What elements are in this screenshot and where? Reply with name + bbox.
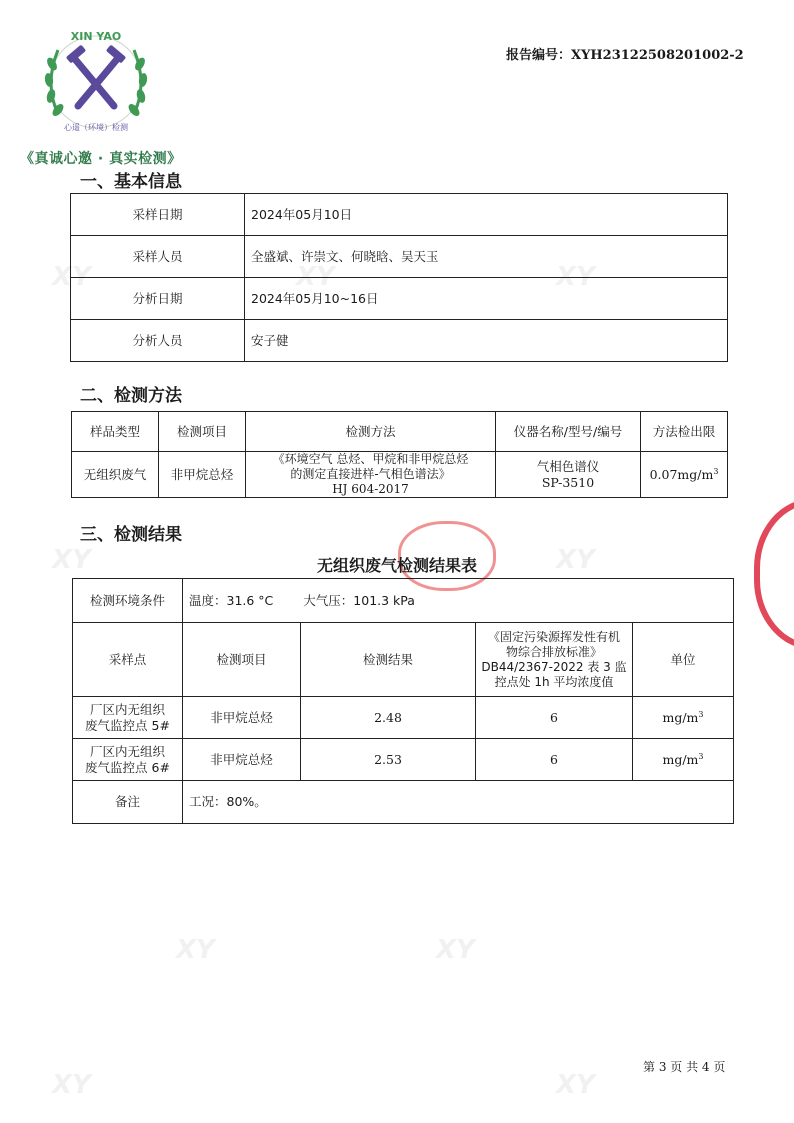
row-label: 采样人员 xyxy=(71,236,245,278)
header-cell: 检测项目 xyxy=(183,623,301,697)
page-number: 第 3 页 共 4 页 xyxy=(643,1060,726,1074)
methods-table xyxy=(71,411,728,498)
test-method xyxy=(246,452,496,498)
instrument xyxy=(496,452,641,498)
sampling-point xyxy=(73,739,183,781)
table-row xyxy=(71,278,728,320)
header-cell: 单位 xyxy=(633,623,734,697)
watermark: XY xyxy=(436,935,475,965)
instrument-model: SP-3510 xyxy=(541,474,595,490)
watermark: XY xyxy=(52,262,91,292)
sample-type: 无组织废气 xyxy=(72,452,159,498)
header-cell: 样品类型 xyxy=(72,412,159,452)
header-cell-standard xyxy=(476,623,633,697)
logo-text-bottom: 心遥（环境）检测 xyxy=(64,123,128,132)
row-label: 分析人员 xyxy=(71,320,245,362)
standard-line: 《固定污染源挥发性有机 xyxy=(487,629,620,644)
table-row xyxy=(71,194,728,236)
unit xyxy=(633,739,734,781)
header-cell: 检测结果 xyxy=(301,623,476,697)
method-line: 的测定直接进样-气相色谱法》 xyxy=(290,467,451,481)
point-line: 厂区内无组织 xyxy=(89,701,165,717)
point-line: 厂区内无组织 xyxy=(89,743,165,759)
unit-exponent: 3 xyxy=(698,751,704,761)
table-row xyxy=(71,236,728,278)
table-row xyxy=(73,697,734,739)
standard-line: DB44/2367-2022 表 3 监 xyxy=(481,659,627,674)
watermark: XY xyxy=(296,262,335,292)
point-line: 废气监控点 5# xyxy=(85,717,170,733)
watermark: XY xyxy=(52,545,91,575)
point-line: 废气监控点 6# xyxy=(85,759,170,775)
results-table-title: 无组织废气检测结果表 xyxy=(316,556,477,575)
section-title-methods: 二、检测方法 xyxy=(80,386,182,406)
unit xyxy=(633,697,734,739)
header-cell: 仪器名称/型号/编号 xyxy=(496,412,641,452)
logo-text-top: XIN YAO xyxy=(70,30,122,43)
header-cell: 采样点 xyxy=(73,623,183,697)
watermark: XY xyxy=(556,1070,595,1100)
limit-value: 0.07mg/m xyxy=(649,466,714,482)
row-value: 全盛斌、许崇文、何晓晗、吴天玉 xyxy=(245,236,728,278)
instrument-name: 气相色谱仪 xyxy=(536,458,600,474)
test-item: 非甲烷总烃 xyxy=(183,697,301,739)
env-temperature: 温度：31.6 °C xyxy=(189,592,274,608)
remark-value: 工况：80%。 xyxy=(183,781,734,824)
standard-limit: 6 xyxy=(476,697,633,739)
row-label: 分析日期 xyxy=(71,278,245,320)
report-number: 报告编号：XYH23122508201002-2 xyxy=(506,48,744,63)
remark-label: 备注 xyxy=(73,781,183,824)
table-row xyxy=(72,452,728,498)
standard-line: 控点处 1h 平均浓度值 xyxy=(494,674,614,689)
watermark: XY xyxy=(52,1070,91,1100)
header-cell: 检测项目 xyxy=(159,412,246,452)
standard-limit: 6 xyxy=(476,739,633,781)
header-cell: 检测方法 xyxy=(246,412,496,452)
table-header-row xyxy=(72,412,728,452)
unit-text: mg/m xyxy=(662,751,699,767)
unit-exponent: 3 xyxy=(698,709,704,719)
row-label: 采样日期 xyxy=(71,194,245,236)
header-cell: 方法检出限 xyxy=(641,412,728,452)
watermark: XY xyxy=(556,262,595,292)
table-header-row xyxy=(73,623,734,697)
method-line: HJ 604-2017 xyxy=(332,482,409,496)
unit-text: mg/m xyxy=(662,709,699,725)
watermark: XY xyxy=(556,545,595,575)
env-label: 检测环境条件 xyxy=(73,579,183,623)
row-value: 2024年05月10~16日 xyxy=(245,278,728,320)
section-title-basic-info: 一、基本信息 xyxy=(80,172,182,192)
row-value: 安子健 xyxy=(245,320,728,362)
company-logo xyxy=(36,24,156,152)
test-item: 非甲烷总烃 xyxy=(183,739,301,781)
test-result: 2.53 xyxy=(301,739,476,781)
basic-info-table xyxy=(70,193,728,362)
results-table xyxy=(72,578,734,824)
env-conditions xyxy=(183,579,734,623)
slogan: 《真诚心邀 · 真实检测》 xyxy=(20,151,182,167)
table-row xyxy=(73,579,734,623)
method-line: 《环境空气 总烃、甲烷和非甲烷总烃 xyxy=(272,452,469,466)
watermark: XY xyxy=(176,935,215,965)
table-row xyxy=(71,320,728,362)
row-value: 2024年05月10日 xyxy=(245,194,728,236)
env-pressure: 大气压：101.3 kPa xyxy=(303,592,415,608)
section-title-results: 三、检测结果 xyxy=(80,525,182,545)
test-result: 2.48 xyxy=(301,697,476,739)
sampling-point xyxy=(73,697,183,739)
detection-limit xyxy=(641,452,728,498)
test-item: 非甲烷总烃 xyxy=(159,452,246,498)
table-row xyxy=(73,781,734,824)
table-row xyxy=(73,739,734,781)
limit-exponent: 3 xyxy=(713,466,719,476)
standard-line: 物综合排放标准》 xyxy=(505,644,602,659)
